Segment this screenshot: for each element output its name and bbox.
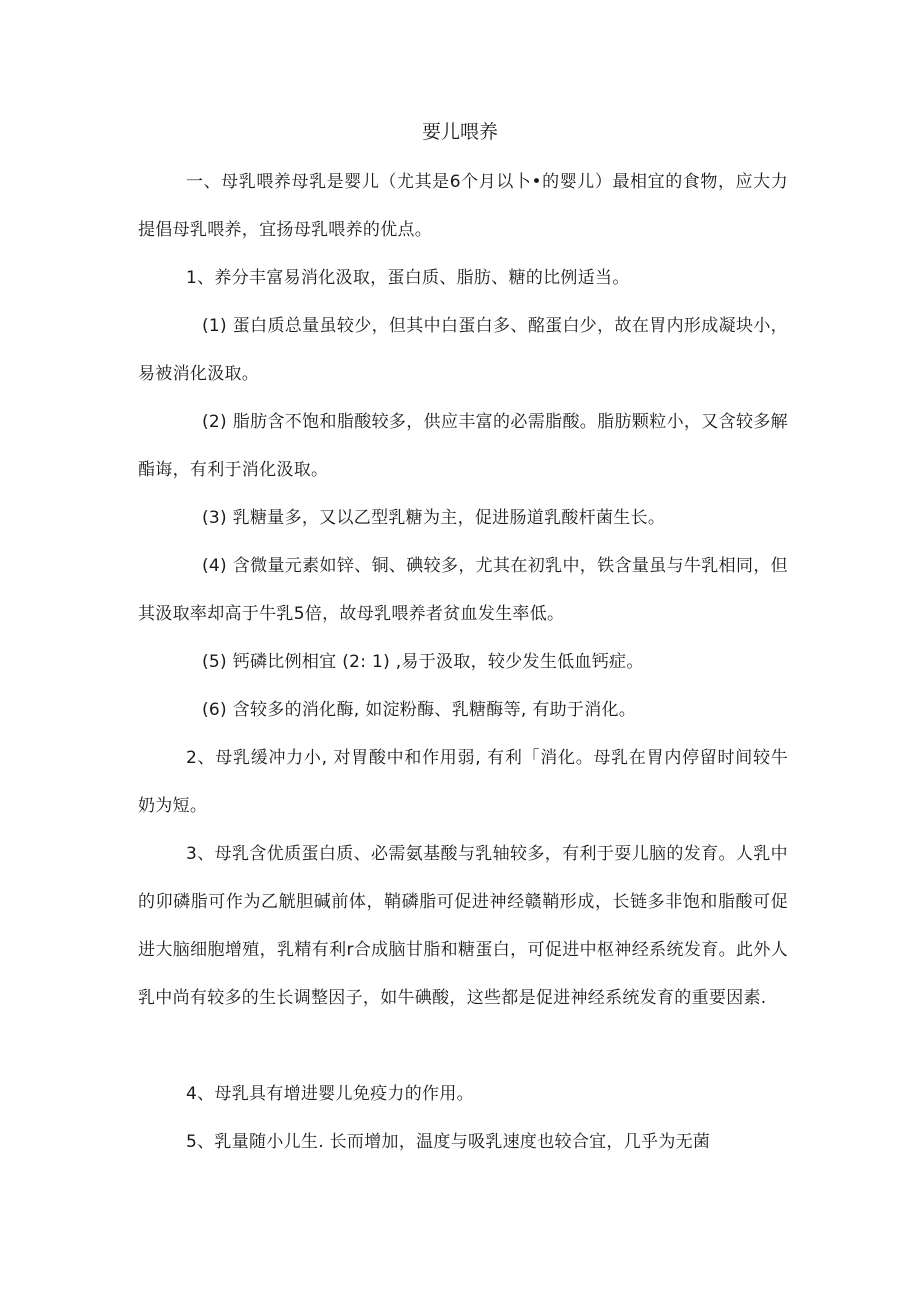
paragraph-point-2: 2、母乳缓冲力小, 对胃酸中和作用弱, 有利「消化。母乳在胃内停留时间较牛奶为短。 [138,748,788,816]
paragraph-sub-6: (6) 含较多的消化酶, 如淀粉酶、乳糖酶等, 有助于消化。 [202,700,637,720]
paragraph-point-3: 3、母乳含优质蛋白质、必需氨基酸与乳轴较多，有利于耍儿脑的发育。人乳中的卯磷脂可作为乙觥胆碱前体，鞘磷脂可促进神经赣鞘形成，长链多非饱和脂酸可促进大脑细胞增殖，乳精有利r合成脑甘脂和糖蛋白，可促进中枢神经系统发育。此外人乳中尚有较多的生长调整因子，如牛碘酸，这些都是促进神经系统发育的重要因素. [138,844,788,1008]
paragraph-point-4: 4、母乳具有增进婴儿免疫力的作用。 [186,1084,474,1104]
paragraph-sub-5: (5) 钙磷比例相宜 (2: 1) ,易于汲取，较少发生低血钙症。 [202,652,644,672]
paragraph-sub-4: (4) 含微量元素如锌、铜、碘较多，尤其在初乳中，铁含量虽与牛乳相同，但其汲取率却高于牛乳5倍，故母乳喂养者贫血发生率低。 [138,556,788,624]
paragraph-intro: 一、母乳喂养母乳是婴儿（尤其是6个月以卜•的婴儿）最相宜的食物，应大力提倡母乳喂养，宜扬母乳喂养的优点。 [138,172,788,240]
document-title: 要儿喂养 [421,121,498,143]
paragraph-sub-1: (1) 蛋白质总量虽较少，但其中白蛋白多、酩蛋白少，故在胃内形成凝块小，易被消化汲取。 [138,316,788,384]
paragraph-point-1: 1、养分丰富易消化汲取，蛋白质、脂肪、糖的比例适当。 [186,268,630,288]
paragraph-sub-3: (3) 乳糖量多，又以乙型乳糖为主，促进肠道乳酸杆菌生长。 [202,508,666,528]
paragraph-sub-2: (2) 脂肪含不饱和脂酸较多，供应丰富的必需脂酸。脂肪颗粒小，又含较多解酯诲，有利于消化汲取。 [138,412,788,480]
paragraph-point-5: 5、乳量随小儿生. 长而增加，温度与吸乳速度也较合宜，几乎为无菌 [186,1132,711,1152]
